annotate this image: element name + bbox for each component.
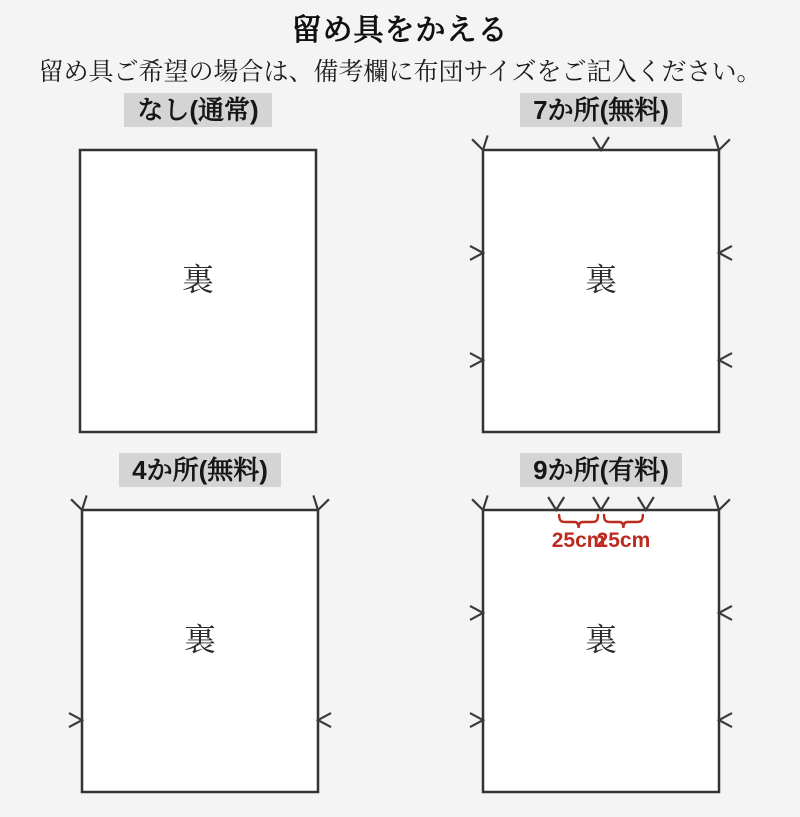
back-side-label: 裏: [584, 621, 618, 658]
spacing-label: 25cm: [596, 529, 651, 552]
fastener-mark-icon: [593, 137, 609, 150]
fastener-mark-icon: [719, 606, 732, 620]
panel-label: 4か所(無料): [119, 453, 281, 487]
panel-label-row: [58, 93, 338, 127]
fastener-mark-icon: [548, 497, 564, 510]
panel-label: なし(通常): [124, 93, 271, 127]
page-subtitle: 留め具ご希望の場合は、備考欄に布団サイズをご記入ください。: [38, 58, 762, 86]
fastener-mark-icon: [719, 353, 732, 367]
panel-7-places: [461, 93, 741, 457]
fastener-diagram-4: [60, 487, 340, 817]
back-side-label: 裏: [584, 261, 618, 298]
panel-none-normal: [58, 93, 338, 457]
fastener-diagram-9: [461, 487, 741, 817]
panel-label: 7か所(無料): [520, 93, 682, 127]
fastener-mark-icon: [638, 497, 654, 510]
fastener-mark-icon: [470, 353, 483, 367]
panel-4-places: [60, 453, 340, 817]
page-title: 留め具をかえる: [291, 14, 509, 47]
back-side-label: 裏: [181, 261, 215, 298]
fastener-mark-icon: [470, 246, 483, 260]
fastener-mark-icon: [470, 713, 483, 727]
fastener-diagram-7: [461, 127, 741, 457]
panel-label-row: [461, 93, 741, 127]
fastener-diagram-none: [58, 127, 338, 457]
fastener-mark-icon: [593, 497, 609, 510]
panel-9-places: [461, 453, 741, 817]
fastener-mark-icon: [69, 713, 82, 727]
back-side-label: 裏: [183, 621, 217, 658]
fastener-mark-icon: [719, 246, 732, 260]
fastener-mark-icon: [470, 606, 483, 620]
panel-label-row: [461, 453, 741, 487]
spacing-label: 25cm: [551, 529, 606, 552]
panel-label-row: [60, 453, 340, 487]
panel-label: 9か所(有料): [520, 453, 682, 487]
fastener-mark-icon: [719, 713, 732, 727]
fastener-mark-icon: [318, 713, 331, 727]
